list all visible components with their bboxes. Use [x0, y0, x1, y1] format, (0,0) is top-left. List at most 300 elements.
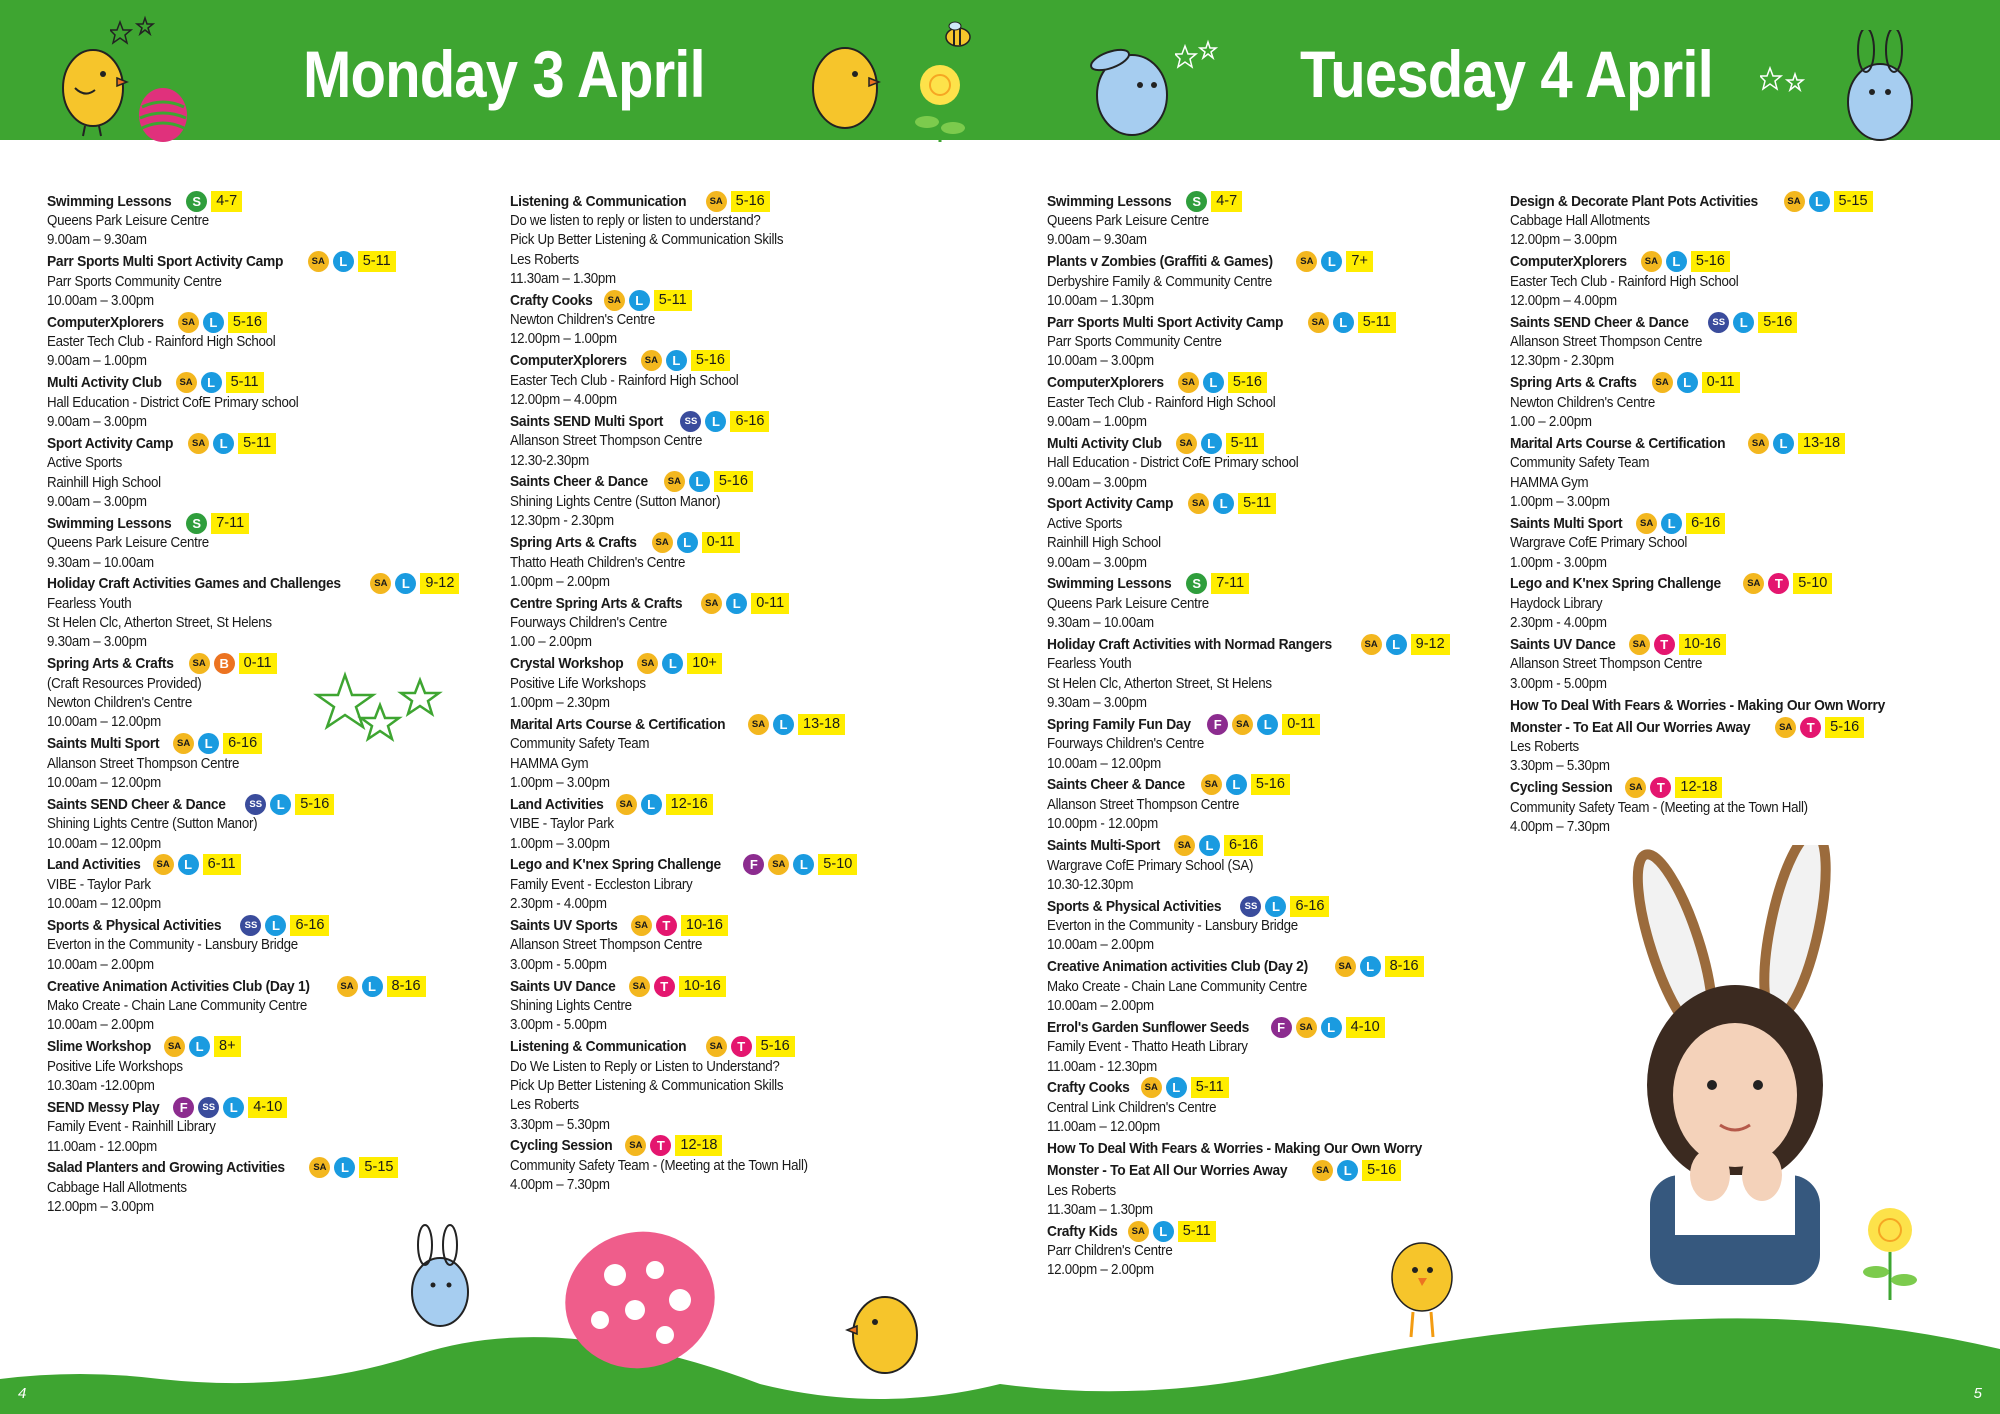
activity-title-line	[1510, 372, 1980, 394]
activity-title-line	[510, 532, 980, 554]
activity-detail: Parr Children's Centre	[1047, 1243, 1173, 1260]
activity-entry	[1510, 251, 1980, 312]
category-badge-l: L	[1257, 714, 1278, 735]
activity-detail: Community Safety Team	[1510, 455, 1650, 472]
activity-detail: 11.00am - 12.30pm	[1047, 1058, 1158, 1075]
category-badge-t: T	[1800, 717, 1821, 738]
activity-title: Saints UV Dance	[1510, 635, 1616, 653]
activity-title: ComputerXplorers	[1047, 374, 1164, 392]
activity-entry	[47, 1096, 517, 1157]
footer-grass-wave	[0, 1264, 2000, 1414]
activity-detail: 1.00pm – 3.00pm	[510, 835, 610, 852]
activity-detail: Les Roberts	[1047, 1182, 1116, 1199]
category-badge-sa: SA	[173, 733, 194, 754]
activity-title: Crystal Workshop	[510, 655, 624, 673]
category-badge-l: L	[1661, 513, 1682, 534]
activity-detail: Allanson Street Thompson Centre	[1510, 656, 1703, 673]
category-badge-l: L	[1386, 634, 1407, 655]
category-badge-sa: SA	[1178, 372, 1199, 393]
activity-title: Monster - To Eat All Our Worries Away	[1510, 718, 1751, 736]
activity-detail: 1.00pm – 3.00pm	[510, 774, 610, 791]
activity-title: Saints UV Dance	[510, 977, 616, 995]
activity-entry	[510, 914, 980, 975]
activity-detail: Pick Up Better Listening & Communication Skills	[510, 232, 784, 249]
easter-egg-icon	[555, 1225, 725, 1375]
activity-detail: 9.30am – 3.00pm	[1047, 695, 1147, 712]
age-range-badge: 0-11	[751, 593, 789, 614]
category-badge-l: L	[1677, 372, 1698, 393]
age-range-badge: 4-10	[1346, 1017, 1385, 1038]
activity-detail: 12.00pm – 2.00pm	[1047, 1262, 1154, 1279]
stars-icon	[110, 14, 160, 54]
category-badge-b: B	[214, 653, 235, 674]
activity-detail: Fourways Children's Centre	[510, 615, 668, 632]
category-badge-l: L	[1360, 956, 1381, 977]
category-badge-sa: SA	[1784, 191, 1805, 212]
activity-title: Saints Cheer & Dance	[1047, 776, 1185, 794]
activity-entry	[47, 512, 517, 573]
activity-detail: Active Sports	[47, 455, 123, 472]
category-badge-f: F	[1271, 1017, 1292, 1038]
activity-detail: Everton in the Community - Lansbury Bridge	[47, 937, 298, 954]
age-range-badge: 0-11	[702, 532, 740, 553]
activity-detail: Family Event - Eccleston Library	[510, 876, 693, 893]
activity-title-line	[510, 914, 980, 936]
activity-detail: 1.00pm – 2.00pm	[510, 573, 610, 590]
activity-title-line	[47, 854, 517, 876]
category-badge-l: L	[1203, 372, 1224, 393]
category-badge-sa: SA	[631, 915, 652, 936]
age-range-badge: 5-11	[238, 433, 276, 454]
category-badge-l: L	[1201, 433, 1222, 454]
activity-title-line	[47, 432, 517, 454]
category-badge-l: L	[178, 854, 199, 875]
page-number-right: 5	[1973, 1385, 1982, 1402]
activity-title: Swimming Lessons	[47, 192, 172, 210]
activity-entry	[510, 350, 980, 411]
category-badge-sa: SA	[706, 1036, 727, 1057]
activity-entry	[510, 1036, 980, 1135]
category-badge-sa: SA	[1629, 634, 1650, 655]
category-badge-sa: SA	[178, 312, 199, 333]
category-badge-sa: SA	[164, 1036, 185, 1057]
column-tuesday-2	[1510, 190, 1980, 837]
activity-detail: 9.00am – 9.30am	[1047, 232, 1147, 249]
activity-title: ComputerXplorers	[1510, 253, 1627, 271]
category-badge-sa: SA	[706, 191, 727, 212]
activity-detail: Rainhill High School	[1047, 535, 1161, 552]
activity-title-line	[510, 410, 980, 432]
activity-title-line	[1510, 251, 1980, 273]
category-badge-f: F	[1207, 714, 1228, 735]
activity-detail: Shining Lights Centre (Sutton Manor)	[47, 816, 258, 833]
activity-detail: 10.30am -12.00pm	[47, 1077, 155, 1094]
activity-title-line	[47, 1157, 517, 1179]
activity-title: Plants v Zombies (Graffiti & Games)	[1047, 253, 1273, 271]
activity-detail: Queens Park Leisure Centre	[47, 535, 209, 552]
activity-title-line	[1510, 512, 1980, 534]
category-badge-l: L	[1333, 312, 1354, 333]
category-badge-l: L	[395, 573, 416, 594]
category-badge-ss: SS	[680, 411, 701, 432]
activity-detail: 1.00pm - 3.00pm	[1510, 554, 1607, 571]
activity-detail: Easter Tech Club - Rainford High School	[510, 372, 739, 389]
activity-title-line	[1047, 1160, 1517, 1182]
age-range-badge: 5-16	[691, 350, 730, 371]
bee-icon	[938, 20, 978, 50]
category-badge-sa: SA	[604, 290, 625, 311]
category-badge-l: L	[773, 714, 794, 735]
activity-detail: St Helen Clc, Atherton Street, St Helens	[1047, 675, 1272, 692]
category-badge-s: S	[1186, 191, 1207, 212]
category-badge-sa: SA	[153, 854, 174, 875]
activity-detail: VIBE - Taylor Park	[47, 876, 151, 893]
activity-entry	[1047, 190, 1517, 251]
activity-title-line	[1047, 372, 1517, 394]
activity-title: Sports & Physical Activities	[47, 916, 222, 934]
activity-detail: 9.30am – 10.00am	[1047, 615, 1154, 632]
activity-entry	[47, 793, 517, 854]
activity-detail: Wargrave CofE Primary School	[1510, 535, 1688, 552]
activity-detail: St Helen Clc, Atherton Street, St Helens	[47, 615, 272, 632]
age-range-badge: 6-11	[203, 854, 241, 875]
activity-detail: Allanson Street Thompson Centre	[1047, 796, 1240, 813]
activity-title-line	[47, 512, 517, 534]
activity-entry	[510, 190, 980, 289]
chick-icon	[1385, 1232, 1460, 1342]
activity-title-line	[1047, 1016, 1517, 1038]
activity-detail: Derbyshire Family & Community Centre	[1047, 273, 1273, 290]
activity-title-line	[47, 793, 517, 815]
category-badge-sa: SA	[1232, 714, 1253, 735]
activity-detail: 9.00am – 1.00pm	[1047, 414, 1147, 431]
category-badge-sa: SA	[1296, 1017, 1317, 1038]
category-badge-sa: SA	[309, 1157, 330, 1178]
activity-detail: Shining Lights Centre	[510, 998, 632, 1015]
activity-title-line	[1510, 573, 1980, 595]
bunny-icon	[1830, 30, 1930, 142]
activity-entry	[510, 410, 980, 471]
activity-entry	[47, 251, 517, 312]
activity-detail: Allanson Street Thompson Centre	[510, 937, 703, 954]
activity-title: Sports & Physical Activities	[1047, 897, 1222, 915]
age-range-badge: 5-11	[1238, 493, 1276, 514]
activity-title: Saints UV Sports	[510, 916, 618, 934]
activity-entry	[510, 713, 980, 793]
age-range-badge: 5-11	[1358, 312, 1396, 333]
activity-title: Spring Arts & Crafts	[1510, 374, 1637, 392]
age-range-badge: 6-16	[1686, 513, 1725, 534]
age-range-badge: 9-12	[420, 573, 459, 594]
age-range-badge: 5-11	[1178, 1221, 1216, 1242]
category-badge-l: L	[270, 794, 291, 815]
activity-detail: Easter Tech Club - Rainford High School	[47, 334, 276, 351]
activity-detail: 9.00am – 1.00pm	[47, 353, 147, 370]
age-range-badge: 6-16	[223, 733, 262, 754]
activity-detail: Les Roberts	[510, 1097, 579, 1114]
activity-entry	[1510, 372, 1980, 433]
activity-detail: 11.30am – 1.30pm	[1047, 1201, 1153, 1218]
activity-title: Lego and K'nex Spring Challenge	[510, 856, 721, 874]
activity-entry	[510, 592, 980, 653]
activity-title: Listening & Communication	[510, 1038, 687, 1056]
activity-entry	[1047, 311, 1517, 372]
age-range-badge: 5-11	[1191, 1077, 1229, 1098]
activity-title-line	[510, 1036, 980, 1058]
activity-title: Saints SEND Cheer & Dance	[1510, 313, 1689, 331]
category-badge-l: L	[203, 312, 224, 333]
activity-title-line	[1047, 1138, 1517, 1160]
activity-detail: Community Safety Team - (Meeting at the Town Hall)	[510, 1157, 808, 1174]
activity-detail: 11.00am - 12.00pm	[47, 1138, 158, 1155]
stars-icon	[305, 660, 465, 750]
category-badge-sa: SA	[1312, 1160, 1333, 1181]
bunny-icon	[1080, 40, 1180, 140]
activity-title-line	[510, 975, 980, 997]
age-range-badge: 6-16	[730, 411, 769, 432]
category-badge-s: S	[186, 513, 207, 534]
activity-title: Slime Workshop	[47, 1038, 152, 1056]
age-range-badge: 10-16	[681, 915, 728, 936]
age-range-badge: 10-16	[1679, 634, 1726, 655]
category-badge-l: L	[362, 976, 383, 997]
activity-detail: 12.00pm – 3.00pm	[47, 1199, 154, 1216]
activity-title: Sport Activity Camp	[47, 434, 174, 452]
category-badge-l: L	[334, 1157, 355, 1178]
activity-detail: Wargrave CofE Primary School (SA)	[1047, 857, 1254, 874]
activity-detail: 10.00pm - 12.00pm	[1047, 816, 1159, 833]
activity-detail: Allanson Street Thompson Centre	[510, 433, 703, 450]
stars-icon	[1760, 60, 1810, 100]
activity-title-line	[1047, 190, 1517, 212]
activity-detail: Allanson Street Thompson Centre	[47, 755, 240, 772]
activity-title: ComputerXplorers	[510, 352, 627, 370]
activity-detail: Family Event - Rainhill Library	[47, 1119, 216, 1136]
activity-title-line	[47, 311, 517, 333]
activity-entry	[1510, 573, 1980, 634]
category-badge-l: L	[1733, 312, 1754, 333]
age-range-badge: 12-18	[1675, 777, 1722, 798]
activity-title-line	[47, 573, 517, 595]
activity-entry	[1047, 835, 1517, 896]
activity-detail: 10.00am – 12.00pm	[1047, 755, 1161, 772]
activity-title: Creative Animation Activities Club (Day 1)	[47, 977, 310, 995]
activity-entry	[1510, 512, 1980, 573]
activity-detail: Les Roberts	[1510, 739, 1579, 756]
activity-detail: Family Event - Thatto Heath Library	[1047, 1039, 1248, 1056]
age-range-badge: 5-10	[818, 854, 857, 875]
activity-detail: Positive Life Workshops	[47, 1058, 183, 1075]
activity-detail: Queens Park Leisure Centre	[47, 213, 209, 229]
activity-detail: Easter Tech Club - Rainford High School	[1047, 394, 1276, 411]
category-badge-sa: SA	[1775, 717, 1796, 738]
activity-title: Crafty Cooks	[1047, 1079, 1130, 1097]
activity-title-line	[47, 372, 517, 394]
activity-detail: Queens Park Leisure Centre	[1047, 213, 1209, 229]
category-badge-l: L	[1265, 896, 1286, 917]
age-range-badge: 5-15	[359, 1157, 398, 1178]
category-badge-sa: SA	[625, 1135, 646, 1156]
activity-entry	[510, 975, 980, 1036]
category-badge-l: L	[1166, 1077, 1187, 1098]
age-range-badge: 5-16	[1362, 1160, 1401, 1181]
activity-title-line	[47, 190, 517, 212]
activity-detail: 10.00am – 2.00pm	[47, 956, 154, 973]
age-range-badge: 5-11	[1226, 433, 1264, 454]
activity-title-line	[1047, 956, 1517, 978]
category-badge-sa: SA	[616, 794, 637, 815]
category-badge-sa: SA	[1652, 372, 1673, 393]
activity-entry	[1510, 190, 1980, 251]
activity-title-line	[1047, 895, 1517, 917]
age-range-badge: 8-16	[387, 976, 426, 997]
activity-entry	[1047, 713, 1517, 774]
category-badge-l: L	[666, 350, 687, 371]
activity-detail: Queens Park Leisure Centre	[1047, 595, 1209, 612]
category-badge-sa: SA	[1748, 433, 1769, 454]
age-range-badge: 7-11	[211, 513, 249, 534]
activity-detail: 9.30am – 3.00pm	[47, 634, 147, 651]
category-badge-sa: SA	[189, 653, 210, 674]
activity-title: Cycling Session	[510, 1137, 613, 1155]
activity-detail: 12.00pm – 1.00pm	[510, 331, 617, 348]
activity-title-line	[1510, 633, 1980, 655]
activity-title-line	[510, 653, 980, 675]
bunny-icon	[395, 1220, 485, 1335]
age-range-badge: 4-10	[248, 1097, 287, 1118]
activity-title: Parr Sports Multi Sport Activity Camp	[47, 253, 284, 271]
age-range-badge: 5-16	[1228, 372, 1267, 393]
activity-detail: Shining Lights Centre (Sutton Manor)	[510, 493, 721, 510]
category-badge-l: L	[1666, 251, 1687, 272]
activity-title: Spring Arts & Crafts	[47, 655, 174, 673]
activity-entry	[47, 311, 517, 372]
activity-entry	[1510, 777, 1980, 838]
activity-title-line	[1047, 774, 1517, 796]
activity-detail: Les Roberts	[510, 251, 579, 268]
category-badge-l: L	[705, 411, 726, 432]
activity-title: How To Deal With Fears & Worries - Making Our Own Worry	[1510, 696, 1885, 714]
age-range-badge: 5-15	[1834, 191, 1873, 212]
age-range-badge: 5-16	[714, 471, 753, 492]
activity-title-line	[1047, 835, 1517, 857]
category-badge-l: L	[662, 653, 683, 674]
category-badge-sa: SA	[1296, 251, 1317, 272]
activity-title: Saints SEND Multi Sport	[510, 412, 664, 430]
activity-detail: Newton Children's Centre	[1510, 394, 1655, 411]
activity-title: Saints Multi Sport	[1510, 514, 1623, 532]
activity-title: SEND Messy Play	[47, 1098, 160, 1116]
category-badge-sa: SA	[1743, 573, 1764, 594]
activity-title-line	[1510, 777, 1980, 799]
activity-title: Marital Arts Course & Certification	[1510, 434, 1726, 452]
activity-title-line	[1510, 716, 1980, 738]
activity-entry	[510, 289, 980, 350]
activity-detail: 10.00am – 2.00pm	[1047, 937, 1154, 954]
activity-entry	[510, 653, 980, 714]
age-range-badge: 0-11	[1282, 714, 1320, 735]
activity-entry	[510, 532, 980, 593]
category-badge-sa: SA	[1128, 1221, 1149, 1242]
category-badge-sa: SA	[1636, 513, 1657, 534]
activity-title: Multi Activity Club	[1047, 434, 1162, 452]
category-badge-l: L	[223, 1097, 244, 1118]
age-range-badge: 6-16	[1224, 835, 1263, 856]
activity-detail: Community Safety Team - (Meeting at the Town Hall)	[1510, 799, 1808, 816]
activity-title-line	[47, 975, 517, 997]
activity-title: Marital Arts Course & Certification	[510, 715, 726, 733]
category-badge-f: F	[743, 854, 764, 875]
activity-detail: 1.00 – 2.00pm	[510, 634, 592, 651]
age-range-badge: 5-11	[654, 290, 692, 311]
day-title-monday: Monday 3 April	[303, 37, 705, 111]
activity-entry	[1047, 493, 1517, 573]
age-range-badge: 4-7	[211, 191, 242, 212]
activity-detail: VIBE - Taylor Park	[510, 816, 614, 833]
activity-detail: 10.00am – 12.00pm	[47, 774, 161, 791]
activity-entry	[1047, 1077, 1517, 1138]
category-badge-l: L	[1213, 493, 1234, 514]
category-badge-sa: SA	[1335, 956, 1356, 977]
activity-title-line	[510, 1135, 980, 1157]
age-range-badge: 0-11	[1702, 372, 1740, 393]
activity-detail: Parr Sports Community Centre	[1047, 334, 1222, 351]
activity-title: Swimming Lessons	[1047, 575, 1172, 593]
activity-entry	[1047, 633, 1517, 713]
activity-title: Salad Planters and Growing Activities	[47, 1159, 285, 1177]
activity-detail: Do We Listen to Reply or Listen to Understand?	[510, 1058, 780, 1075]
activity-detail: HAMMA Gym	[510, 755, 589, 772]
activity-detail: 12.00pm – 3.00pm	[1510, 232, 1617, 249]
activity-entry	[47, 573, 517, 653]
activity-entry	[510, 854, 980, 915]
category-badge-l: L	[198, 733, 219, 754]
category-badge-l: L	[1153, 1221, 1174, 1242]
activity-title-line	[510, 793, 980, 815]
flower-icon	[905, 60, 975, 142]
chick-icon	[805, 36, 885, 136]
category-badge-l: L	[1226, 774, 1247, 795]
category-badge-ss: SS	[240, 915, 261, 936]
activity-title: Saints SEND Cheer & Dance	[47, 795, 226, 813]
age-range-badge: 8+	[214, 1036, 241, 1057]
activity-entry	[1047, 774, 1517, 835]
activity-detail: Parr Sports Community Centre	[47, 273, 222, 290]
category-badge-t: T	[656, 915, 677, 936]
category-badge-l: L	[1773, 433, 1794, 454]
activity-title: Saints Multi Sport	[47, 735, 160, 753]
category-badge-l: L	[1321, 1017, 1342, 1038]
day-title-tuesday: Tuesday 4 April	[1300, 37, 1713, 111]
category-badge-l: L	[641, 794, 662, 815]
activity-detail: 9.30am – 10.00am	[47, 554, 154, 571]
activity-detail: 10.00am – 12.00pm	[47, 835, 161, 852]
activity-title: Creative Animation activities Club (Day 2)	[1047, 958, 1308, 976]
activity-entry	[1510, 694, 1980, 777]
activity-detail: Pick Up Better Listening & Communication Skills	[510, 1077, 784, 1094]
activity-detail: Thatto Heath Children's Centre	[510, 554, 686, 571]
activity-title: Errol's Garden Sunflower Seeds	[1047, 1018, 1250, 1036]
activity-title-line	[47, 1096, 517, 1118]
activity-title-line	[510, 592, 980, 614]
activity-detail: 4.00pm – 7.30pm	[1510, 818, 1610, 835]
activity-detail: Mako Create - Chain Lane Community Centre	[1047, 978, 1308, 995]
activity-detail: 12.00pm – 4.00pm	[1510, 292, 1617, 309]
activity-detail: 9.00am – 3.00pm	[47, 414, 147, 431]
column-tuesday-1	[1047, 190, 1517, 1281]
activity-detail: 10.00am – 12.00pm	[47, 714, 161, 731]
category-badge-l: L	[1337, 1160, 1358, 1181]
